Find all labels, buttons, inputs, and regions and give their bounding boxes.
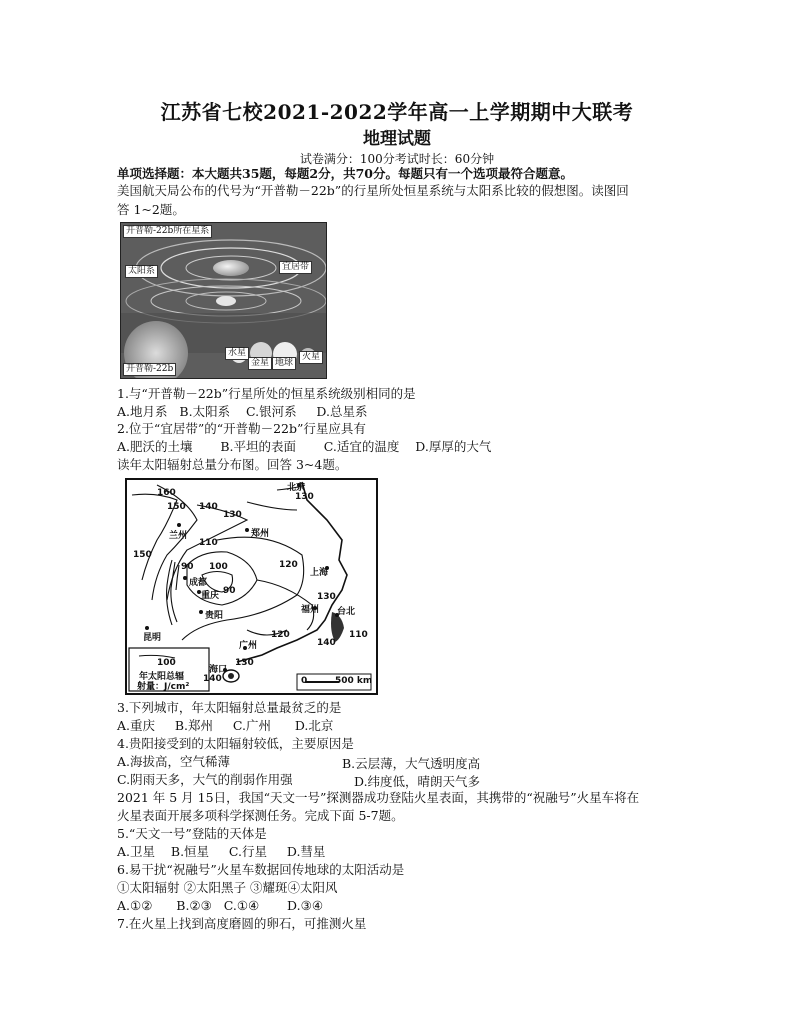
isoline-label: 90: [181, 562, 194, 572]
map-city-lanzhou: 兰州: [169, 531, 188, 541]
label-mercury: 水星: [225, 347, 249, 360]
star-system-illustration: [121, 223, 326, 378]
isoline-label: 160: [157, 488, 176, 498]
scale-value: 500 km: [335, 676, 373, 686]
isoline-label: 150: [133, 550, 152, 560]
map-city-chongqing: 重庆: [201, 591, 220, 601]
intro-q1-2-line1: 美国航天局公布的代号为“开普勒－22b”的行星所处恒星系统与太阳系比较的假想图。读图回: [117, 183, 629, 198]
intro-q1-2-line2: 答 1~2题。: [117, 202, 185, 217]
legend-value: 100: [157, 658, 176, 668]
q2-stem: 2.位于“宜居带”的“开普勒－22b”行星应具有: [117, 421, 366, 436]
section-heading: 单项选择题：本大题共35题，每题2分，共70分。每题只有一个选项最符合题意。: [117, 166, 573, 181]
q5-options: A.卫星 B.恒星 C.行星 D.彗星: [117, 844, 326, 859]
isoline-label: 100: [209, 562, 228, 572]
map-city-guiyang: 贵阳: [205, 611, 224, 621]
q4-option-a: A.海拔高，空气稀薄: [117, 754, 231, 769]
document-subtitle: 地理试题: [363, 129, 431, 149]
q3-options: A.重庆 B.郑州 C.广州 D.北京: [117, 718, 334, 733]
isoline-label: 90: [223, 586, 236, 596]
isoline-label: 150: [167, 502, 186, 512]
isoline-label: 110: [199, 538, 218, 548]
q1-stem: 1.与“开普勒－22b”行星所处的恒星系统级别相同的是: [117, 386, 416, 401]
isoline-label: 130: [223, 510, 242, 520]
q4-option-d: D.纬度低，晴朗天气多: [354, 774, 481, 789]
q6-items: ①太阳辐射 ②太阳黑子 ③耀斑④太阳风: [117, 880, 338, 895]
isoline-label: 120: [279, 560, 298, 570]
label-mars: 火星: [299, 351, 323, 364]
isoline-label: 140: [199, 502, 218, 512]
legend-text-line2: 射量：J/cm²: [137, 682, 190, 692]
q4-stem: 4.贵阳接受到的太阳辐射较低，主要原因是: [117, 736, 354, 751]
q7-stem: 7.在火星上找到高度磨圆的卵石，可推测火星: [117, 916, 367, 931]
q4-option-b: B.云层薄，大气透明度高: [342, 756, 481, 771]
q1-options: A.地月系 B.太阳系 C.银河系 D.总星系: [117, 404, 368, 419]
label-solar-system: 太阳系: [125, 265, 158, 278]
map-city-taibei: 台北: [337, 607, 356, 617]
q6-stem: 6.易干扰“祝融号”火星车数据回传地球的太阳活动是: [117, 862, 405, 877]
document-title: 江苏省七校2021-2022学年高一上学期期中大联考: [160, 100, 634, 124]
label-kepler-system: 开普勒-22b所在星系: [123, 225, 212, 238]
intro-q5-7-line1: 2021 年 5 月 15日，我国“天文一号”探测器成功登陆火星表面，其携带的“祝融号”火星车将在: [117, 790, 640, 805]
isoline-label: 130: [235, 658, 254, 668]
map-city-kunming: 昆明: [143, 633, 162, 643]
label-habitable-zone: 宜居带: [279, 261, 312, 274]
map-city-shanghai: 上海: [310, 568, 329, 578]
map-city-fuzhou: 福州: [301, 605, 320, 615]
isoline-label: 130: [317, 592, 336, 602]
label-earth: 地球: [272, 357, 296, 370]
intro-q5-7-line2: 火星表面开展多项科学探测任务。完成下面 5-7题。: [117, 808, 404, 823]
exam-info: 试卷满分：100分考试时长：60分钟: [299, 152, 495, 166]
map-city-haikou: 海口: [209, 665, 228, 675]
isoline-label: 140: [317, 638, 336, 648]
q3-stem: 3.下列城市，年太阳辐射总量最贫乏的是: [117, 700, 342, 715]
q6-options: A.①② B.②③ C.①④ D.③④: [117, 898, 324, 913]
map-city-zhengzhou: 郑州: [251, 529, 270, 539]
isoline-label: 130: [295, 492, 314, 502]
solar-radiation-map: [125, 478, 378, 695]
scale-zero: 0: [301, 676, 308, 686]
intro-q3-4: 读年太阳辐射总量分布图。回答 3~4题。: [117, 457, 348, 472]
map-city-chengdu: 成都: [189, 578, 208, 588]
label-venus: 金星: [248, 357, 272, 370]
label-kepler-22b: 开普勒-22b: [123, 363, 176, 376]
map-city-guangzhou: 广州: [239, 641, 258, 651]
q5-stem: 5.“天文一号”登陆的天体是: [117, 826, 267, 841]
q4-option-c: C.阴雨天多，大气的削弱作用强: [117, 772, 293, 787]
isoline-label: 120: [271, 630, 290, 640]
map-city-beijing: 北京: [287, 483, 306, 493]
star-system-figure: [120, 222, 327, 379]
isoline-label: 140: [203, 674, 222, 684]
legend-text-line1: 年太阳总辐: [139, 672, 185, 682]
isoline-label: 110: [349, 630, 368, 640]
q2-options: A.肥沃的土壤 B.平坦的表面 C.适宜的温度 D.厚厚的大气: [117, 439, 492, 454]
